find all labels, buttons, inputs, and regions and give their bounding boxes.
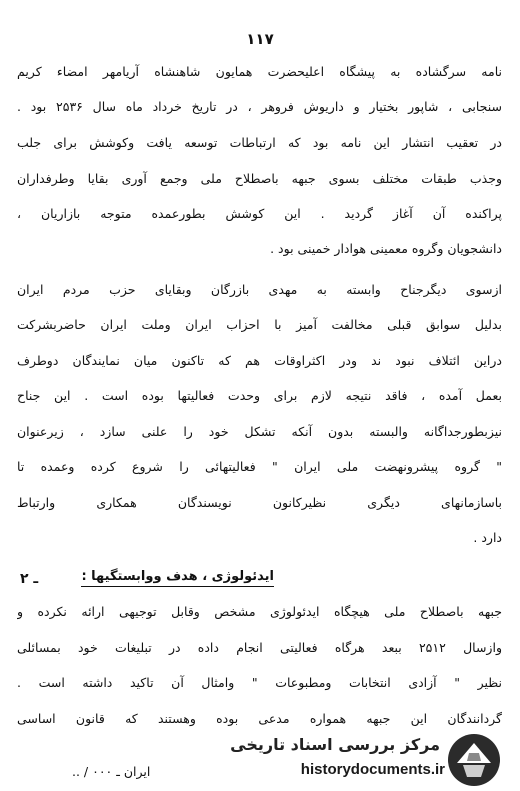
watermark <box>230 729 520 791</box>
text-line: دارد . <box>473 530 502 545</box>
text-line: گردانندگان این جبهه همواره مدعی بوده وهستند که قانون اساسی <box>17 711 502 726</box>
text-line: نظیر " آزادی انتخابات ومطبوعات " وامثال آن تاکید داشته است . <box>17 675 502 690</box>
watermark-url: historydocuments.ir <box>300 761 445 778</box>
text-line: جبهه باصطلاح ملی هیچگاه ایدئولوژی مشخص وقابل توجیهی ارائه نکرده و <box>17 604 502 619</box>
text-line: وجذب طبقات مختلف بسوی جبهه باصطلاح ملی وجمع آوری بقایا وطرفداران <box>17 171 502 186</box>
text-line: نامه سرگشاده به پیشگاه اعلیحضرت همایون شاهنشاه آریامهر امضاء کریم <box>17 64 502 79</box>
text-line: پراکنده آن آغاز گردید . این کوشش بطورعمده متوجه بازاریان ، <box>17 206 502 221</box>
text-line: نیزبطورجداگانه والبسته بدون آنکه تشکل خود را علنی سازد ، زیرعنوان <box>17 424 502 439</box>
footer-reference: ایران ـ ۰۰۰ / .. <box>72 764 151 779</box>
text-line: دانشجویان وگروه معمینی هوادار خمینی بود . <box>270 241 502 256</box>
text-line: وازسال ۲۵۱۲ ببعد هرگاه فعالیتی انجام داده در تبلیغات خود بمسائلی <box>17 640 502 655</box>
text-line: سنجابی ، شاپور بختیار و داریوش فروهر ، در تاریخ خرداد ماه سال ۲۵۳۶ بود . <box>17 99 502 114</box>
section-title: ایدئولوژی ، هدف ووابستگیها : <box>81 569 274 587</box>
text-line: بعمل آمده ، فاقد نتیجه لازم برای وحدت فعالیتها بوده است . این جناح <box>17 388 502 403</box>
page-number: ۱۱۷ <box>246 30 274 48</box>
text-line: دراین ائتلاف نبود ند ودر اکثراوقات هم که تاکنون میان نمایندگان دوطرف <box>17 353 502 368</box>
history-documents-logo-icon <box>445 731 503 789</box>
text-line: در تعقیب انتشار این نامه بود که ارتباطات توسعه یافت وکوشش برای جلب <box>17 135 502 150</box>
section-heading <box>20 569 500 591</box>
text-line: ازسوی دیگرجناح وابسته به مهدی بازرگان وبقایای حزب مردم ایران <box>17 282 502 297</box>
section-number: ۲ ـ <box>20 571 39 587</box>
watermark-title: مرکز بررسی اسناد تاریخی <box>230 735 440 754</box>
text-line: باسازمانهای دیگری نظیرکانون نویسندگان همکاری وارتباط <box>17 495 502 510</box>
text-line: " گروه پیشرونهضت ملی ایران " فعالیتهائی را شروع کرده وعمده تا <box>17 459 502 474</box>
text-line: بدلیل سوابق قبلی مخالفت آمیز با احزاب ایران وملت ایران حاضربشرکت <box>17 317 502 332</box>
